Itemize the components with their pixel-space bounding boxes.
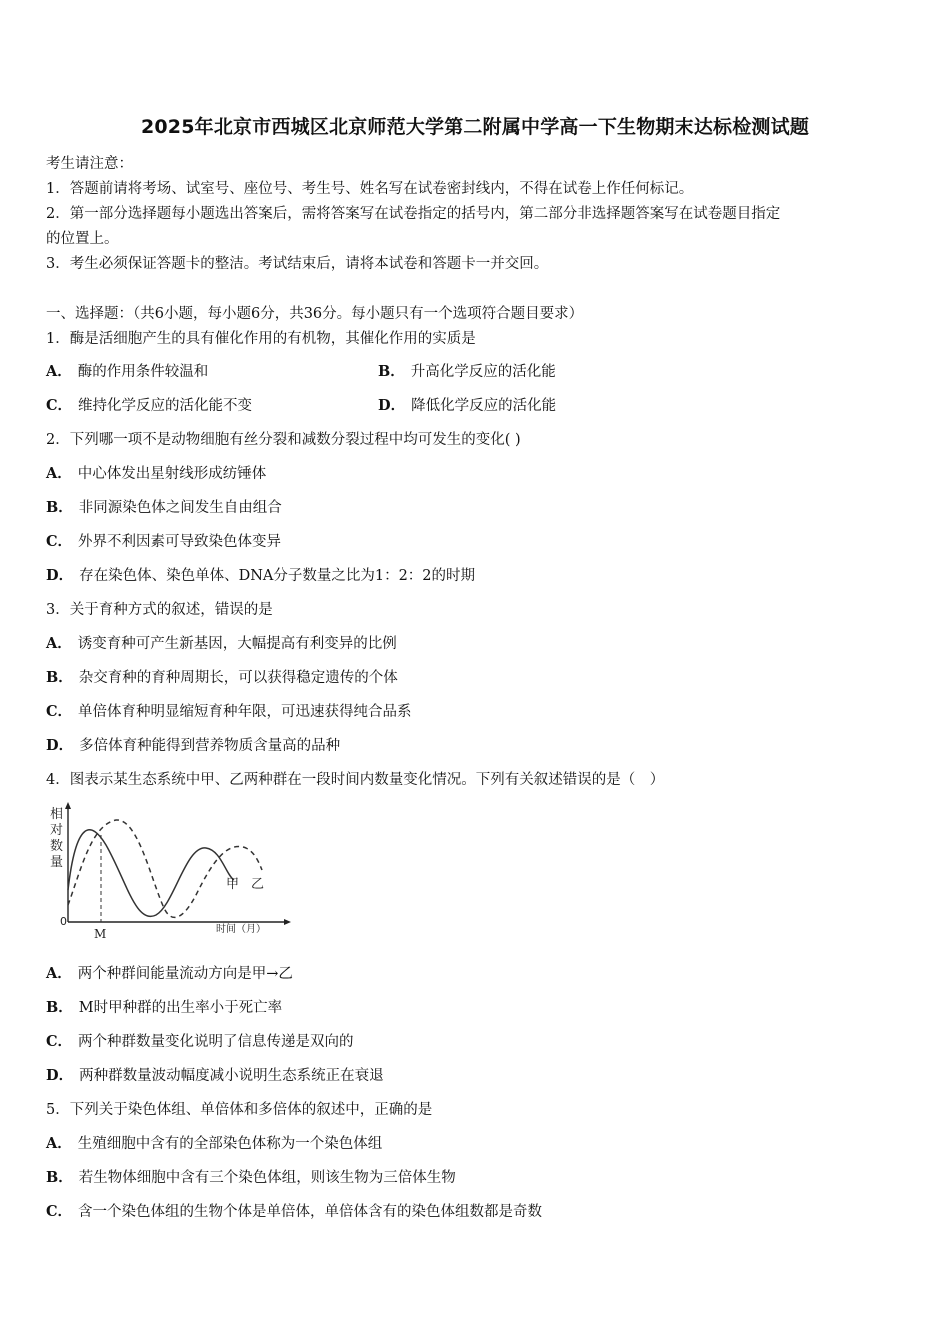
q2-option-b bbox=[46, 496, 282, 517]
option-text: 含一个染色体组的生物个体是单倍体，单倍体含有的染色体组数都是奇数 bbox=[78, 1204, 543, 1220]
option-text: 若生物体细胞中含有三个染色体组，则该生物为三倍体生物 bbox=[78, 1170, 456, 1186]
option-text: 两个种群间能量流动方向是甲→乙 bbox=[77, 966, 293, 982]
option-text: 两个种群数量变化说明了信息传递是双向的 bbox=[78, 1034, 354, 1050]
option-text: 中心体发出星射线形成纺锤体 bbox=[77, 466, 267, 482]
option-text: 生殖细胞中含有的全部染色体称为一个染色体组 bbox=[77, 1136, 383, 1152]
y-label-char: 量 bbox=[50, 855, 64, 870]
q1-stem: 1．酶是活细胞产生的具有催化作用的有机物，其催化作用的实质是 bbox=[46, 331, 476, 347]
series-yi-curve bbox=[68, 820, 265, 917]
option-label: B． bbox=[46, 1169, 73, 1186]
option-text: 维持化学反应的活化能不变 bbox=[78, 398, 253, 414]
series-jia-label: 甲 bbox=[226, 877, 240, 892]
q4-option-a bbox=[46, 962, 293, 983]
option-label: B． bbox=[378, 363, 405, 380]
y-label-char: 对 bbox=[50, 823, 64, 838]
q5-stem: 5．下列关于染色体组、单倍体和多倍体的叙述中，正确的是 bbox=[46, 1102, 433, 1118]
option-label: B． bbox=[46, 499, 73, 516]
option-label: A． bbox=[46, 1135, 72, 1152]
q3-stem: 3．关于育种方式的叙述，错误的是 bbox=[46, 602, 273, 618]
notice-item-3: 3．考生必须保证答题卡的整洁。考试结束后，请将本试卷和答题卡一并交回。 bbox=[46, 256, 549, 272]
q1-option-a bbox=[46, 360, 208, 381]
q2-stem: 2．下列哪一项不是动物细胞有丝分裂和减数分裂过程中均可发生的变化( ) bbox=[46, 432, 521, 448]
option-label: C． bbox=[46, 533, 73, 550]
option-label: C． bbox=[46, 1033, 73, 1050]
q1-option-d bbox=[378, 394, 556, 415]
option-text: 杂交育种的育种周期长，可以获得稳定遗传的个体 bbox=[78, 670, 398, 686]
origin-label: 0 bbox=[60, 915, 67, 928]
option-text: 诱变育种可产生新基因，大幅提高有利变异的比例 bbox=[77, 636, 397, 652]
q4-option-c bbox=[46, 1030, 354, 1051]
q3-option-b bbox=[46, 666, 398, 687]
option-label: D． bbox=[46, 737, 74, 754]
x-axis-label: 时间（月） bbox=[216, 924, 266, 935]
option-text: 多倍体育种能得到营养物质含量高的品种 bbox=[79, 738, 341, 754]
q2-option-d bbox=[46, 564, 475, 585]
series-jia-curve bbox=[68, 830, 234, 917]
q5-option-a bbox=[46, 1132, 382, 1153]
option-label: A． bbox=[46, 465, 72, 482]
option-label: C． bbox=[46, 1203, 73, 1220]
q3-option-d bbox=[46, 734, 340, 755]
q4-option-d bbox=[46, 1064, 384, 1085]
exam-title: 2025年北京市西城区北京师范大学第二附属中学高一下生物期末达标检测试题 bbox=[140, 116, 810, 138]
q5-option-c bbox=[46, 1200, 542, 1221]
notice-item-2: 2．第一部分选择题每小题选出答案后，需将答案写在试卷指定的括号内，第二部分非选择题答案写在试卷题目指定 bbox=[46, 206, 781, 222]
y-label-char: 数 bbox=[50, 839, 64, 854]
option-label: D． bbox=[46, 567, 74, 584]
option-label: C． bbox=[46, 703, 73, 720]
option-text: 两种群数量波动幅度减小说明生态系统正在衰退 bbox=[79, 1068, 384, 1084]
option-label: B． bbox=[46, 999, 73, 1016]
option-text: 酶的作用条件较温和 bbox=[77, 364, 209, 380]
notice-item-1: 1．答题前请将考场、试室号、座位号、考生号、姓名写在试卷密封线内，不得在试卷上作任何标记。 bbox=[46, 181, 694, 197]
option-text: 非同源染色体之间发生自由组合 bbox=[78, 500, 282, 516]
option-label: D． bbox=[378, 397, 406, 414]
y-axis-arrow bbox=[65, 802, 71, 809]
q5-option-b bbox=[46, 1166, 456, 1187]
option-label: C． bbox=[46, 397, 73, 414]
option-text: M时甲种群的出生率小于死亡率 bbox=[78, 1000, 283, 1016]
notice-item-2-cont: 的位置上。 bbox=[46, 231, 119, 247]
notice-heading: 考生请注意： bbox=[46, 156, 133, 172]
option-label: B． bbox=[46, 669, 73, 686]
q3-option-c bbox=[46, 700, 412, 721]
x-mark-m: M bbox=[94, 927, 107, 941]
q4-stem: 4．图表示某生态系统中甲、乙两种群在一段时间内数量变化情况。下列有关叙述错误的是（ ） bbox=[46, 772, 665, 788]
q1-option-b bbox=[378, 360, 556, 381]
option-label: A． bbox=[46, 635, 72, 652]
q4-option-b bbox=[46, 996, 282, 1017]
series-yi-label: 乙 bbox=[251, 877, 265, 892]
option-text: 外界不利因素可导致染色体变异 bbox=[78, 534, 282, 550]
option-label: A． bbox=[46, 363, 72, 380]
q1-option-c bbox=[46, 394, 252, 415]
option-text: 单倍体育种明显缩短育种年限，可迅速获得纯合品系 bbox=[78, 704, 412, 720]
population-chart bbox=[46, 800, 296, 945]
q2-option-c bbox=[46, 530, 281, 551]
q2-option-a bbox=[46, 462, 266, 483]
option-label: A． bbox=[46, 965, 72, 982]
option-label: D． bbox=[46, 1067, 74, 1084]
q3-option-a bbox=[46, 632, 397, 653]
section-heading: 一、选择题：（共6小题，每小题6分，共36分。每小题只有一个选项符合题目要求） bbox=[46, 306, 584, 322]
y-label-char: 相 bbox=[50, 807, 64, 822]
x-axis-arrow bbox=[284, 919, 291, 925]
option-text: 存在染色体、染色单体、DNA分子数量之比为1：2：2的时期 bbox=[79, 568, 476, 584]
option-text: 降低化学反应的活化能 bbox=[411, 398, 557, 414]
option-text: 升高化学反应的活化能 bbox=[410, 364, 556, 380]
